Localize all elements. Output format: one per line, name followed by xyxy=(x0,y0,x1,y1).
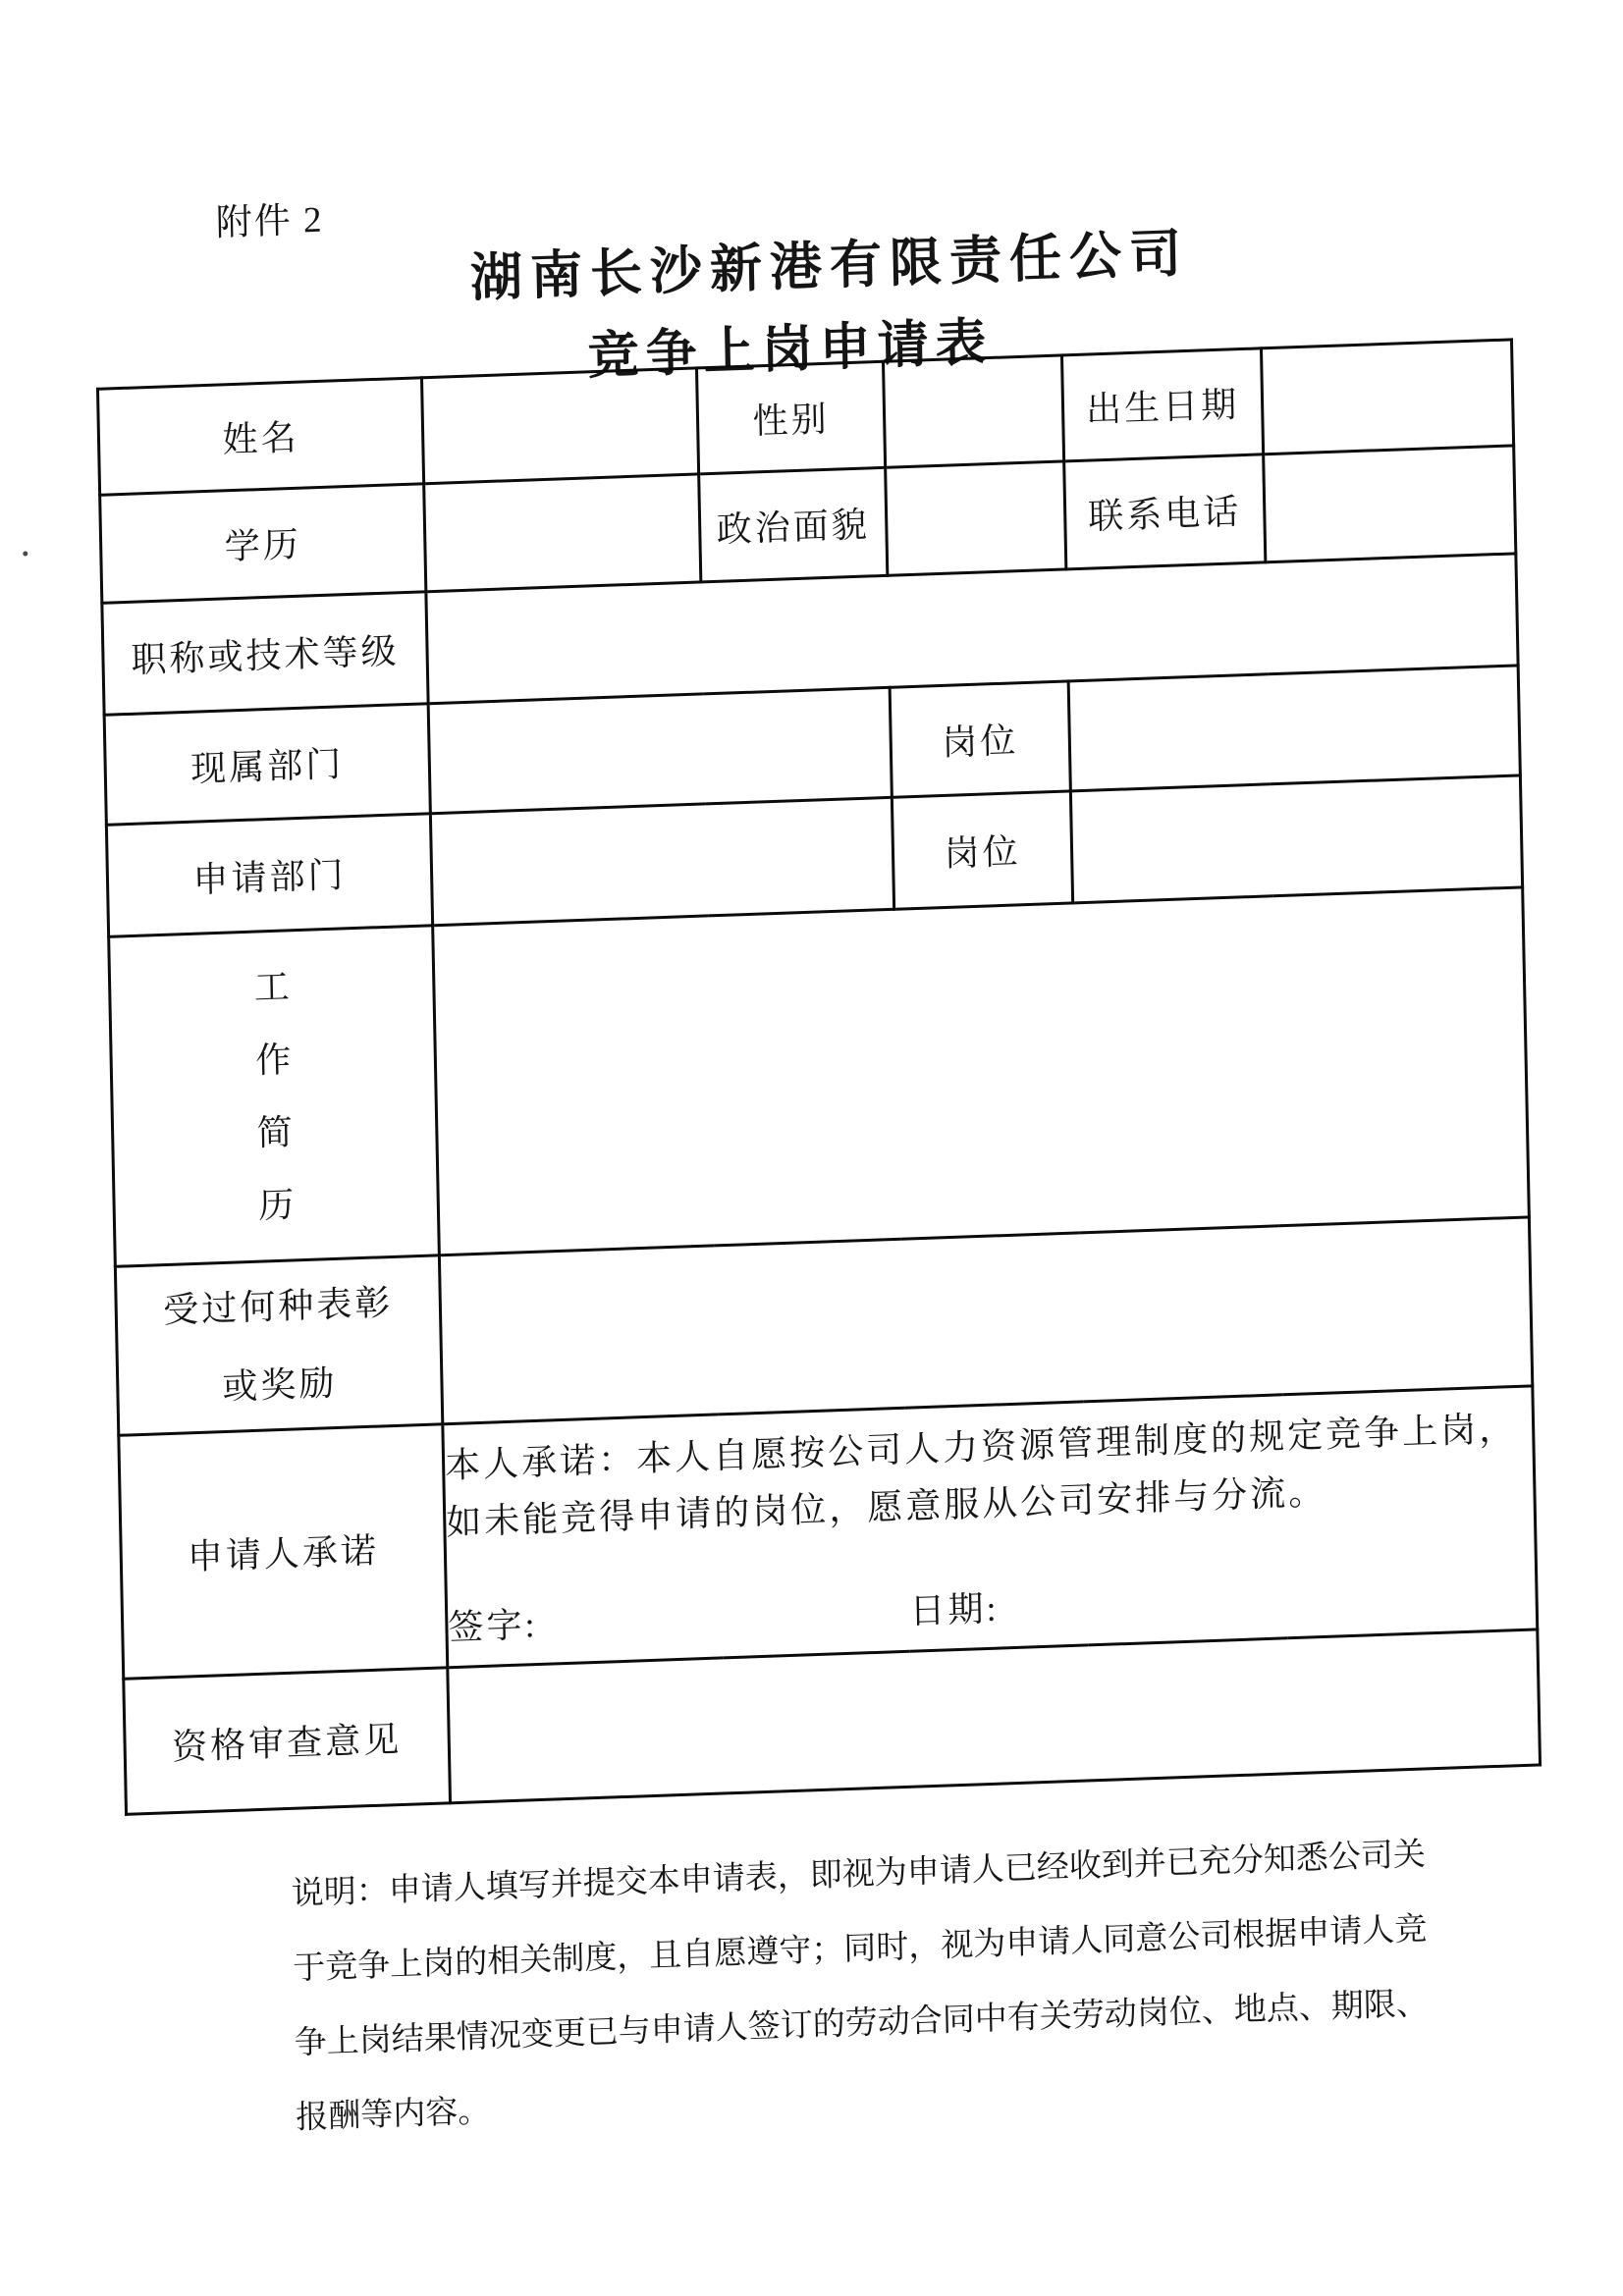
name-value-cell xyxy=(421,368,698,484)
education-value-cell xyxy=(424,474,701,592)
birth-date-label-cell: 出生日期 xyxy=(1061,348,1263,461)
gender-value-cell xyxy=(883,355,1063,467)
current-position-label-cell: 岗位 xyxy=(890,681,1070,797)
footer-line-3: 争上岗结果情况变更已与申请人签订的劳动合同中有关劳动岗位、地点、期限、 xyxy=(294,1986,1430,2061)
row-work-resume xyxy=(109,887,1530,1266)
awards-label-line2: 或奖励 xyxy=(221,1362,338,1407)
footer-line-4: 报酬等内容。 xyxy=(295,2094,491,2136)
current-department-label-cell: 现属部门 xyxy=(104,704,430,826)
work-resume-char: 历 xyxy=(257,1184,295,1226)
work-resume-value-cell xyxy=(433,887,1530,1255)
promise-label-cell: 申请人承诺 xyxy=(119,1424,448,1680)
current-position-value-cell xyxy=(1068,666,1520,791)
footer-line-2: 于竞争上岗的相关制度，且自愿遵守；同时，视为申请人同意公司根据申请人竞 xyxy=(292,1911,1428,1987)
work-resume-char: 简 xyxy=(256,1111,294,1153)
promise-text-line2: 如未能竞得申请的岗位，愿意服从公司安排与分流。 xyxy=(445,1471,1327,1542)
apply-position-label-cell: 岗位 xyxy=(892,791,1072,909)
work-resume-char: 工 xyxy=(253,966,291,1008)
work-resume-label-cell xyxy=(109,926,440,1267)
row-promise xyxy=(119,1386,1538,1679)
apply-department-value-cell xyxy=(430,797,893,925)
title-or-grade-label-cell: 职称或技术等级 xyxy=(102,592,428,716)
name-label-cell: 姓名 xyxy=(97,378,423,496)
apply-department-label-cell: 申请部门 xyxy=(106,814,432,937)
education-label-cell: 学历 xyxy=(100,484,426,604)
promise-text-line1: 本人承诺：本人自愿按公司人力资源管理制度的规定竞争上岗， xyxy=(444,1408,1518,1485)
awards-label-cell xyxy=(115,1255,442,1436)
promise-content-cell xyxy=(443,1386,1538,1668)
awards-label-line1: 受过何种表彰 xyxy=(162,1282,394,1330)
political-status-value-cell xyxy=(886,461,1066,575)
phone-label-cell: 联系电话 xyxy=(1064,454,1266,569)
phone-value-cell xyxy=(1264,446,1516,562)
doc-subtitle: 竞争上岗申请表 xyxy=(587,314,995,386)
footer-note xyxy=(291,1818,1431,2156)
political-status-label-cell: 政治面貌 xyxy=(699,467,888,582)
application-form-table xyxy=(96,338,1542,1816)
review-label-cell: 资格审查意见 xyxy=(124,1668,451,1815)
birth-date-value-cell xyxy=(1261,340,1513,454)
attachment-label: 附件 2 xyxy=(215,199,324,244)
gender-label-cell: 性别 xyxy=(696,361,885,474)
doc-title: 湖南长沙新港有限责任公司 xyxy=(469,225,1190,308)
footer-line-1: 说明：申请人填写并提交本申请表，即视为申请人已经收到并已充分知悉公司关 xyxy=(291,1837,1427,1912)
scan-artifact-dot xyxy=(23,551,27,556)
signature-label: 签字: xyxy=(448,1604,538,1647)
date-label: 日期: xyxy=(909,1588,1000,1631)
current-department-value-cell xyxy=(428,687,892,813)
work-resume-char: 作 xyxy=(254,1039,292,1081)
apply-position-value-cell xyxy=(1070,775,1522,903)
